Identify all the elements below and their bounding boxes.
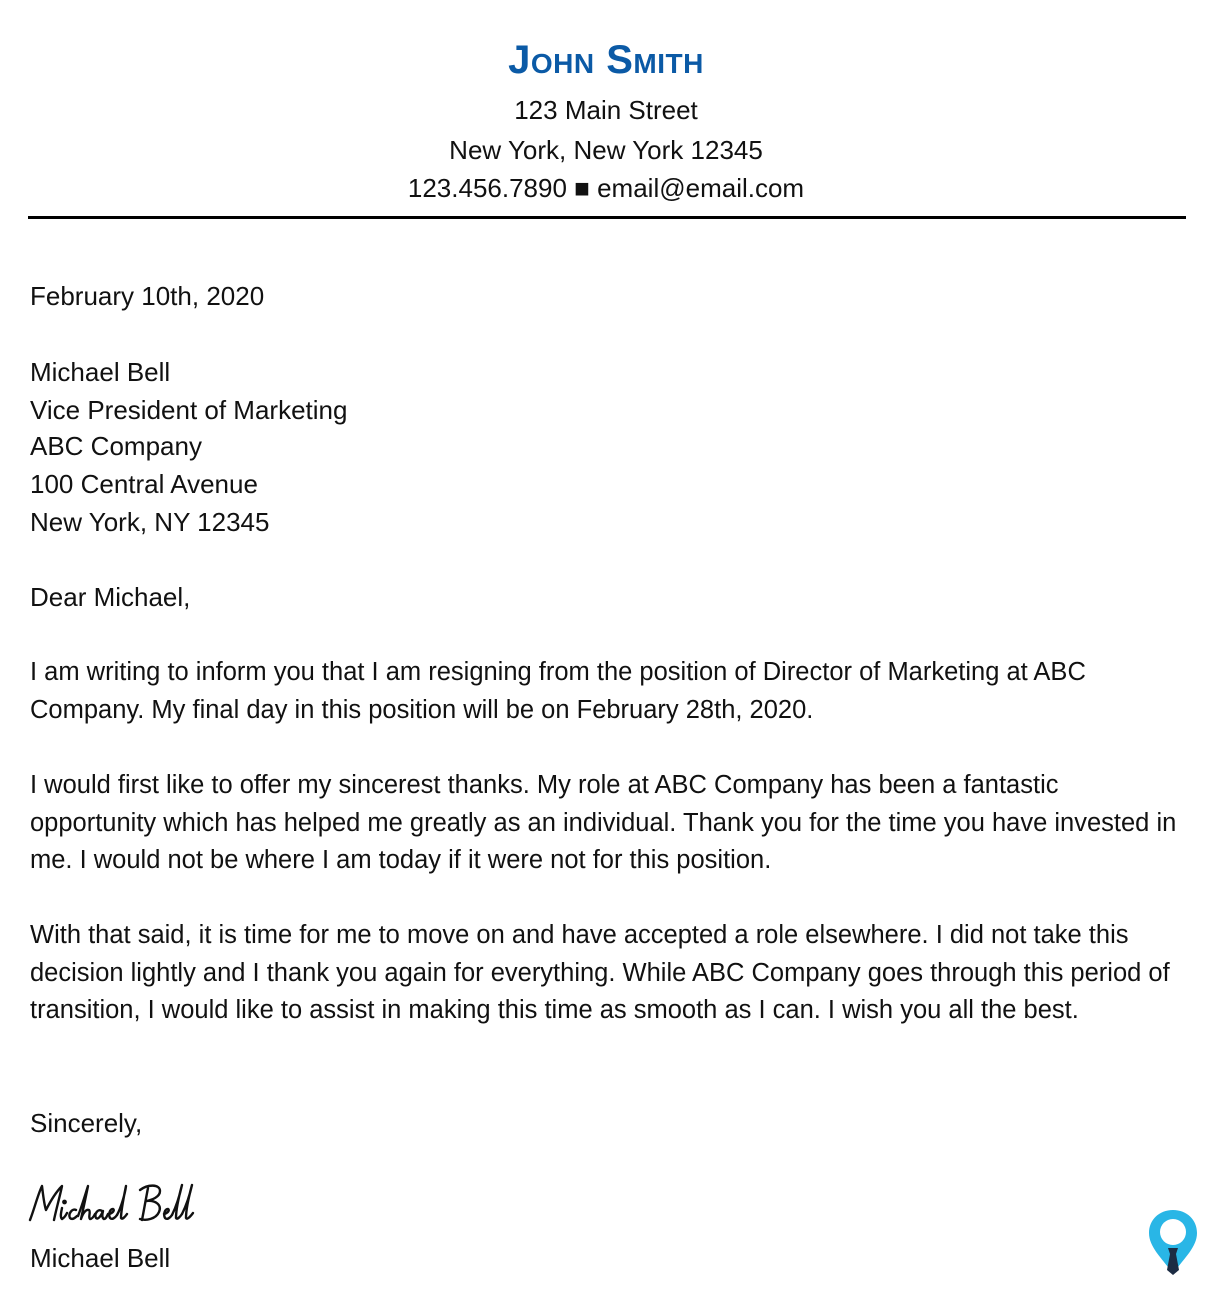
salutation: Dear Michael,	[30, 582, 191, 612]
recipient-street: 100 Central Avenue	[30, 469, 258, 499]
sender-contact: 123.456.7890 ■ email@email.com	[407, 173, 805, 203]
letter-date: February 10th, 2020	[30, 281, 265, 311]
sender-street: 123 Main Street	[514, 95, 698, 125]
closing: Sincerely,	[30, 1108, 143, 1138]
sender-city: New York, New York 12345	[449, 135, 763, 165]
location-pin-tie-icon	[1146, 1208, 1200, 1276]
body-paragraph-1: I am writing to inform you that I am resigning from the position of Director of Marketing at ABC Company. My final day in this position will be on February 28th, 2020.	[30, 658, 1086, 724]
header-divider	[28, 216, 1186, 219]
sender-name: John Smith	[508, 38, 704, 82]
handwritten-signature	[26, 1180, 226, 1228]
recipient-company: ABC Company	[30, 431, 202, 461]
body-paragraph-3: With that said, it is time for me to move on and have accepted a role elsewhere. I did not take this decision lightly and I thank you again for everything. While ABC Company goes through this period of transition, I would like to assist in making this time as smooth as I can. I wish you all the best.	[30, 921, 1170, 1024]
recipient-name: Michael Bell	[30, 357, 171, 387]
recipient-title: Vice President of Marketing	[30, 395, 348, 425]
signer-name: Michael Bell	[30, 1243, 171, 1273]
recipient-city: New York, NY 12345	[30, 507, 270, 537]
body-paragraph-2: I would first like to offer my sincerest thanks. My role at ABC Company has been a fantastic opportunity which has helped me greatly as an individual. Thank you for the time you have invested in me. I would not be where I am today if it were not for this position.	[30, 771, 1177, 874]
